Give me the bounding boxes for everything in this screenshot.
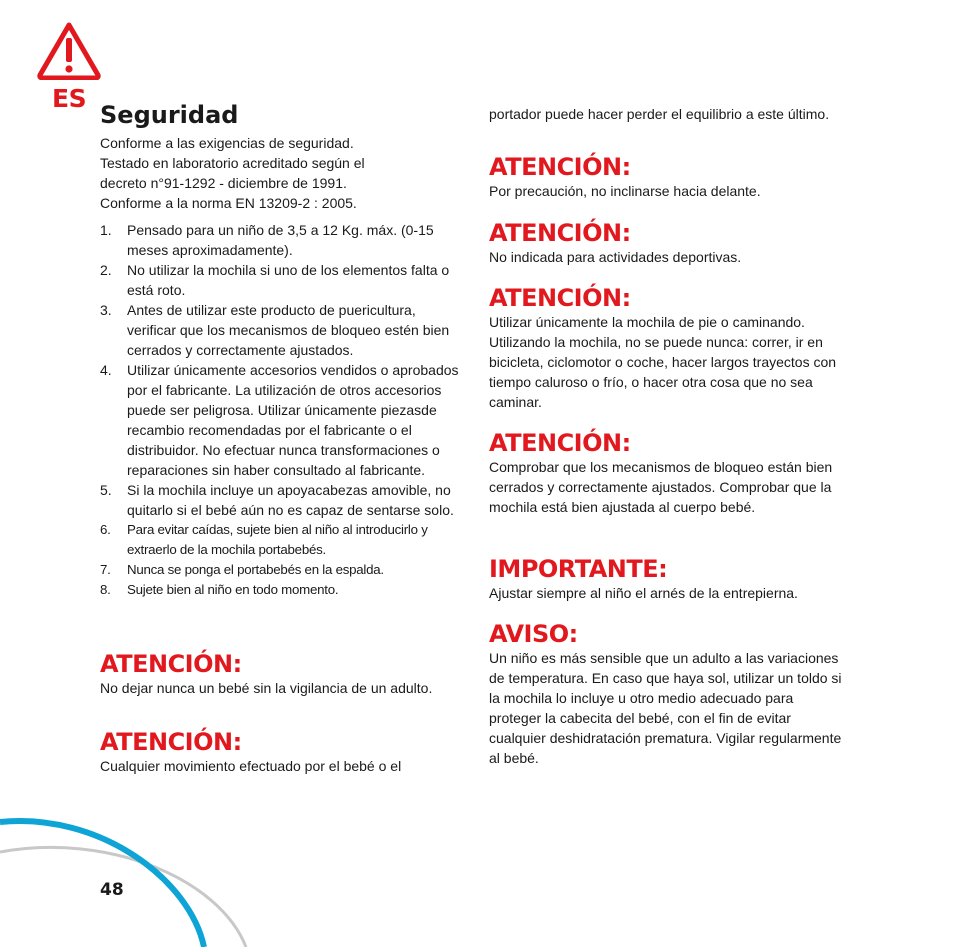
decorative-curves — [0, 780, 260, 947]
warning-heading: ATENCIÓN: — [100, 728, 242, 756]
language-code: ES — [52, 84, 87, 113]
warning-block — [489, 219, 844, 267]
warning-text: Utilizar únicamente la mochila de pie o caminando. Utilizando la mochila, no se puede nunca: correr, ir en bicicleta, ciclomotor o coche, hacer largos trayectos con tiempo caluroso o frío, o hacer otra cosa que no sea caminar. — [489, 314, 837, 410]
list-item: 8. Sujete bien al niño en todo momento. — [100, 582, 339, 597]
warning-heading: ATENCIÓN: — [489, 429, 631, 457]
list-item: 6. Para evitar caídas, sujete bien al niño al introducirlo y extraerlo de la mochila portabebés. — [100, 522, 428, 557]
warning-heading: ATENCIÓN: — [489, 284, 631, 312]
list-item: 7. Nunca se ponga el portabebés en la espalda. — [100, 562, 384, 577]
intro-paragraph — [100, 133, 460, 213]
list-item: 5. Si la mochila incluye un apoyacabezas amovible, no quitarlo si el bebé aún no es capaz de sentarse solo. — [100, 482, 454, 518]
intro-line: Conforme a la norma EN 13209-2 : 2005. — [100, 195, 357, 211]
warning-text: Comprobar que los mecanismos de bloqueo están bien cerrados y correctamente ajustados. Comprobar que la mochila está bien ajustada al cuerpo bebé. — [489, 459, 833, 515]
list-item: 4. Utilizar únicamente accesorios vendidos o aprobados por el fabricante. La utilización de otros accesorios puede ser peligrosa. Utilizar únicamente piezasde recambio recomendadas por el fabricante o el distribuidor. No efectuar nunca transformaciones o reparaciones sin haber consultado al fabricante. — [100, 362, 459, 478]
intro-line: decreto n°91-1292 - diciembre de 1991. — [100, 175, 347, 191]
warning-text: Cualquier movimiento efectuado por el bebé o el — [100, 758, 402, 774]
warning-block — [100, 728, 460, 776]
important-text: Ajustar siempre al niño el arnés de la entrepierna. — [489, 585, 798, 601]
list-item: 2. No utilizar la mochila si uno de los elementos falta o está roto. — [100, 262, 450, 298]
safety-rules-list — [100, 220, 460, 600]
intro-line: Testado en laboratorio acreditado según el — [100, 155, 365, 171]
warning-triangle-icon — [37, 22, 101, 80]
page-title: Seguridad — [100, 101, 239, 129]
notice-block — [489, 620, 844, 768]
warning-block — [489, 284, 844, 412]
warning-heading: ATENCIÓN: — [100, 650, 242, 678]
warning-block — [489, 429, 844, 517]
warning-heading: ATENCIÓN: — [489, 153, 631, 181]
page-number: 48 — [100, 880, 124, 900]
important-block — [489, 555, 844, 603]
list-item: 1. Pensado para un niño de 3,5 a 12 Kg. máx. (0-15 meses aproximadamente). — [100, 222, 434, 258]
warning-block — [489, 153, 844, 201]
notice-text: Un niño es más sensible que un adulto a las variaciones de temperatura. En caso que haya sol, utilizar un toldo si la mochila lo incluye u otro medio adecuado para proteger la cabecita del bebé, con el fin de evitar cualquier deshidratación prematura. Vigilar regularmente al bebé. — [489, 650, 842, 766]
notice-heading: AVISO: — [489, 620, 578, 648]
intro-line: Conforme a las exigencias de seguridad. — [100, 135, 354, 151]
list-item: 3. Antes de utilizar este producto de puericultura, verificar que los mecanismos de bloqueo estén bien cerrados y correctamente ajustados. — [100, 302, 450, 358]
warning-text: No indicada para actividades deportivas. — [489, 249, 742, 265]
warning-text: No dejar nunca un bebé sin la vigilancia de un adulto. — [100, 680, 433, 696]
warning-heading: ATENCIÓN: — [489, 219, 631, 247]
warning-block — [100, 650, 460, 698]
important-heading: IMPORTANTE: — [489, 555, 668, 583]
warning-text: Por precaución, no inclinarse hacia delante. — [489, 183, 761, 199]
continued-paragraph: portador puede hacer perder el equilibrio a este último. — [489, 106, 830, 122]
